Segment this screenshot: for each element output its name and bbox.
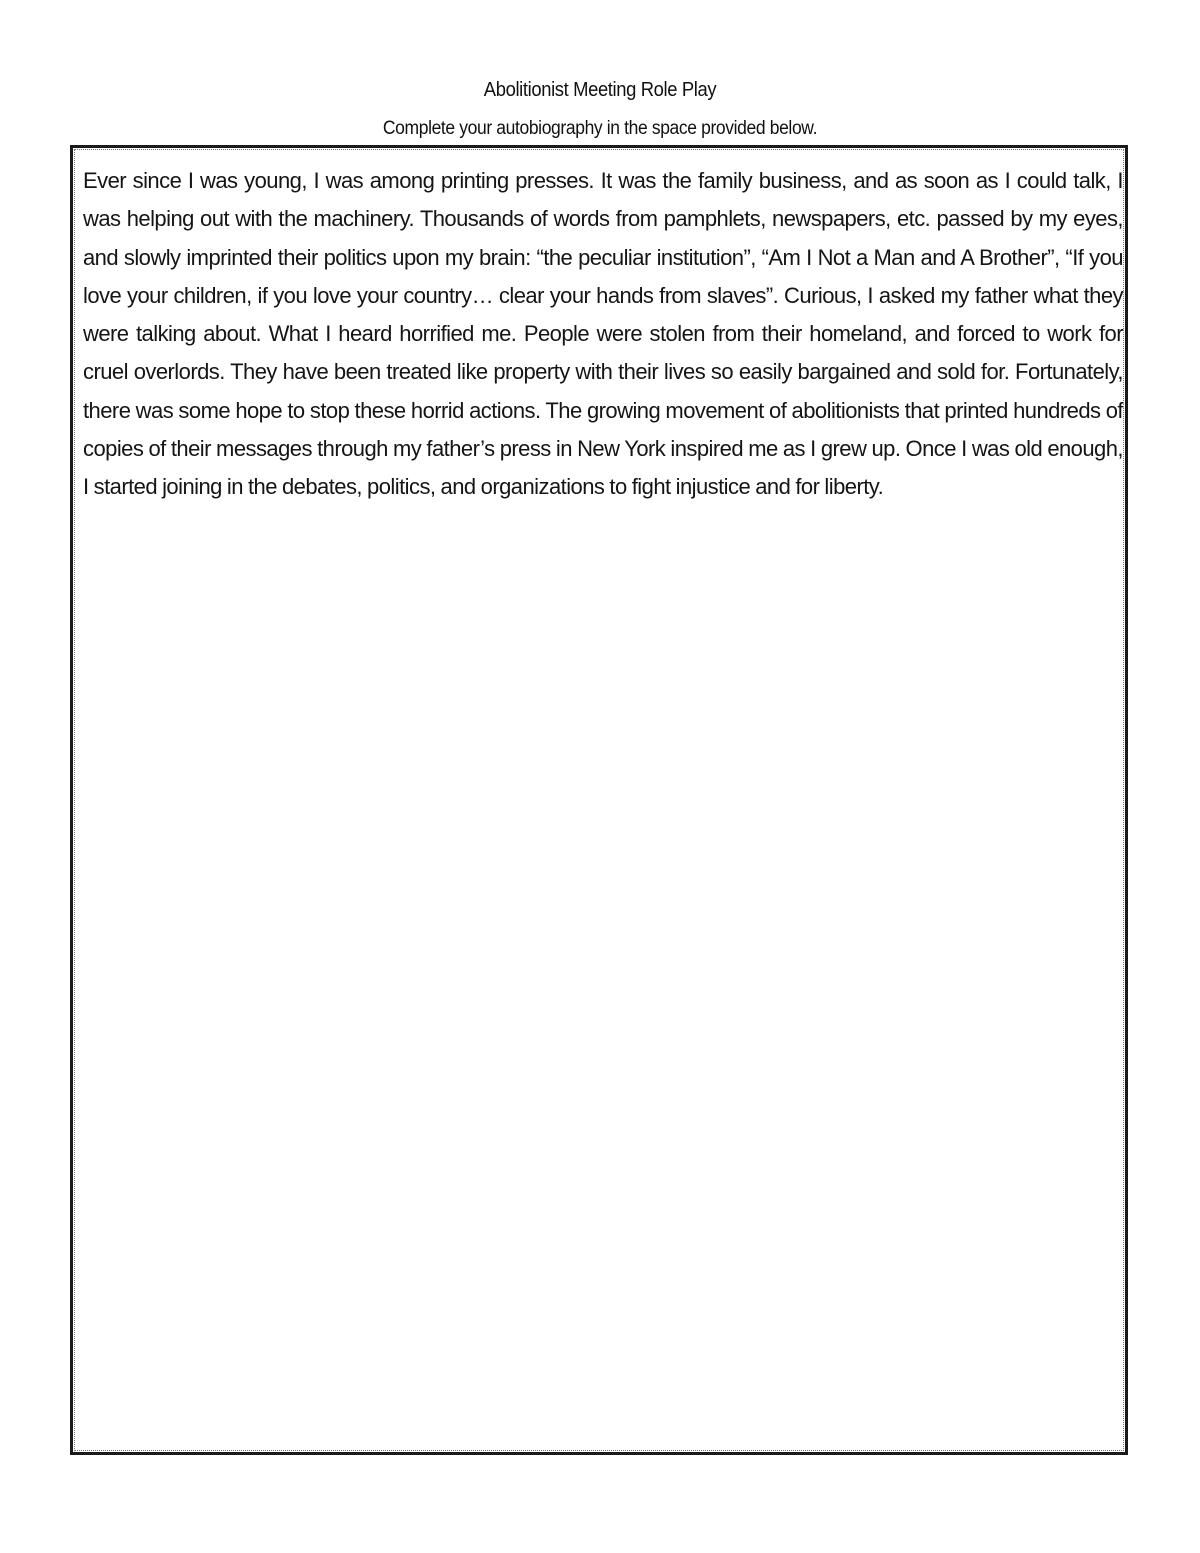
autobiography-text: Ever since I was young, I was among printing presses. It was the family business, and as soon as I could talk, I was helping out with the machinery. Thousands of words from pamphlets, newspapers, etc. passed by my eyes, and slowly imprinted their politics upon my brain: “the peculiar institution”, “Am I Not a Man and A Brother”, “If you love your children, if you love your country… clear your hands from slaves”. Curious, I asked my father what they were talking about. What I heard horrified me. People were stolen from their homeland, and forced to work for cruel overlords. They have been treated like property with their lives so easily bargained and sold for. Fortunately, there was some hope to stop these horrid actions. The growing movement of abolitionists that printed hundreds of copies of their messages through my father’s press in New York inspired me as I grew up. Once I was old enough, I started joining in the debates, politics, and organizations to fight injustice and for liberty. [83, 168, 1123, 500]
autobiography-answer-box [70, 145, 1128, 1455]
instructions-text: Complete your autobiography in the space provided below. [382, 118, 818, 139]
page-title: Abolitionist Meeting Role Play [483, 79, 717, 101]
